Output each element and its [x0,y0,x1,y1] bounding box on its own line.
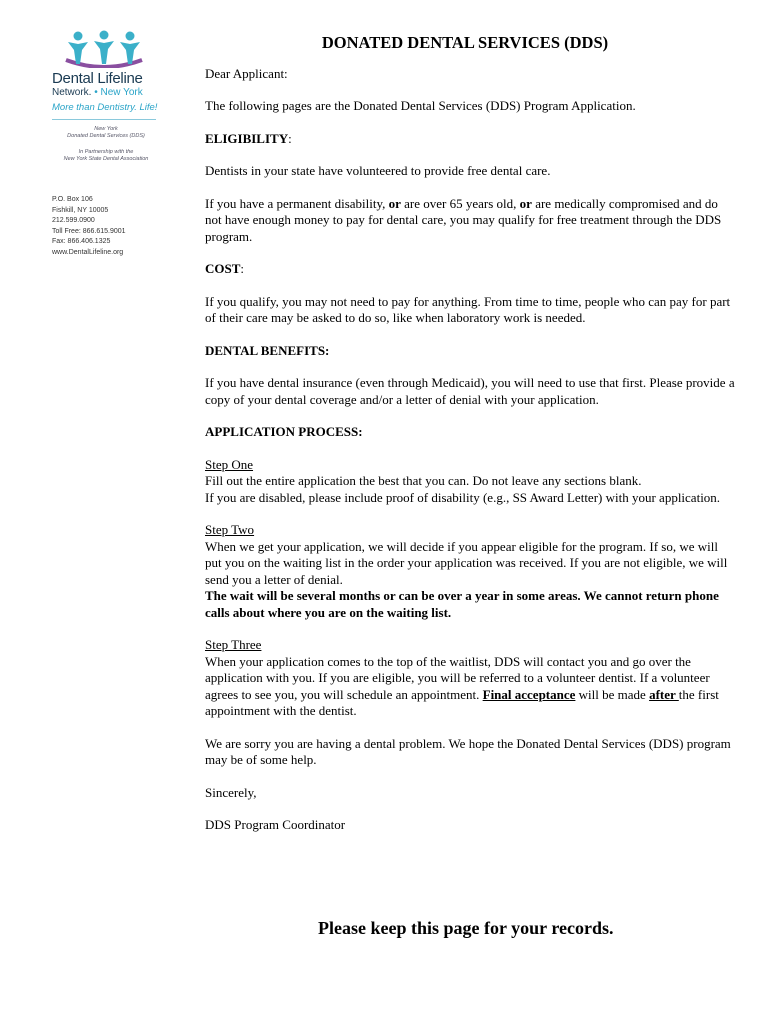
eligibility-text: are over 65 years old, [400,195,520,211]
letter-body [205,32,735,850]
eligibility-heading [205,131,735,148]
eligibility-paragraph-2 [205,196,735,246]
bullet-icon: • [94,87,101,98]
cost-heading [205,261,735,278]
step-three-text: will be made [575,686,650,702]
eligibility-text: are medically compromised and do not have enough money to pay for dental care, you may qualify for free treatment through the DDS program. [205,195,722,244]
phone-line: 212.599.0900 [52,217,95,224]
address-line: P.O. Box 106 [52,196,93,203]
brand-network-label: Network. [52,87,92,98]
step-one-line-2: If you are disabled, please include proof of disability (e.g., SS Award Letter) with your application. [205,489,721,505]
dental-lifeline-logo-icon [62,30,146,68]
step-two-warning: The wait will be several months or can be over a year in some areas. We cannot return phone calls about where you are on the waiting list. [205,588,719,620]
toll-free-line: Toll Free: 866.615.9001 [52,227,126,235]
cost-heading-text: COST [205,261,241,276]
program-note-line1: New York [94,126,118,132]
step-one-label: Step One [205,456,254,472]
partnership-note [52,149,160,163]
brand-name: Dental Lifeline [52,70,143,87]
program-note [52,126,160,140]
eligibility-heading-text: ELIGIBILITY [205,130,289,146]
application-process-heading: APPLICATION PROCESS: [205,424,363,439]
letterhead-sidebar [52,30,192,258]
brand-network [52,87,192,98]
eligibility-heading-colon: : [288,130,292,146]
eligibility-paragraph-1: Dentists in your state have volunteered to provide free dental care. [205,163,551,178]
brand-state: New York [100,87,143,98]
salutation: Dear Applicant: [205,65,288,81]
program-note-line2: Donated Dental Services (DDS) [67,133,145,139]
closing-paragraph: We are sorry you are having a dental problem. We hope the Donated Dental Services (DDS) program may be of some help. [205,735,731,767]
after-emphasis: after [649,686,679,702]
step-one-line-1: Fill out the entire application the best that you can. Do not leave any sections blank. [205,473,642,488]
partnership-note-line1: In Partnership with the [78,149,134,155]
address-line: Fishkill, NY 10005 [52,206,109,214]
cost-paragraph: If you qualify, you may not need to pay for anything. From time to time, people who can pay for part of their care may be asked to do so, like when laboratory work is needed. [205,293,731,325]
partnership-note-line2: New York State Dental Association [63,156,149,162]
address-block [52,195,192,258]
brand-tagline: More than Dentistry. Life! [52,102,158,113]
website-line: www.DentalLifeline.org [52,248,124,256]
step-two-label: Step Two [205,522,255,537]
step-two [205,522,735,621]
sincerely: Sincerely, [205,784,257,800]
final-acceptance-emphasis: Final acceptance [482,686,576,702]
page-title: DONATED DENTAL SERVICES (DDS) [321,33,609,52]
step-three [205,637,735,720]
intro-paragraph: The following pages are the Donated Dental Services (DDS) Program Application. [205,98,636,113]
cost-heading-colon: : [240,261,245,276]
step-three-text: When your application comes to the top of the waitlist, DDS will contact you and go over the application with you. If you are eligible, you will be referred to a volunteer dentist. If a volunteer agrees to see you, you will schedule an appointment. [205,653,710,702]
dental-benefits-heading: DENTAL BENEFITS: [205,342,330,358]
footer-note: Please keep this page for your records. [318,918,614,938]
fax-line: Fax: 866.406.1325 [52,238,111,245]
step-three-text: the first appointment with the dentist. [205,686,719,718]
divider [52,119,156,120]
dental-benefits-paragraph: If you have dental insurance (even through Medicaid), you will need to use that first. Please provide a copy of your dental coverage and/or a letter of denial with your application. [205,375,735,407]
step-one [205,457,735,507]
eligibility-text: If you have a permanent disability, [205,195,389,211]
step-two-text: When we get your application, we will decide if you appear eligible for the program. If so, we will put you on the waiting list in the order your application was received. If you are not eligible, we will send you a letter of denial. [205,538,728,587]
or-emphasis: or [519,195,532,211]
or-emphasis: or [388,195,401,211]
signature: DDS Program Coordinator [205,817,346,832]
step-three-label: Step Three [205,637,262,652]
